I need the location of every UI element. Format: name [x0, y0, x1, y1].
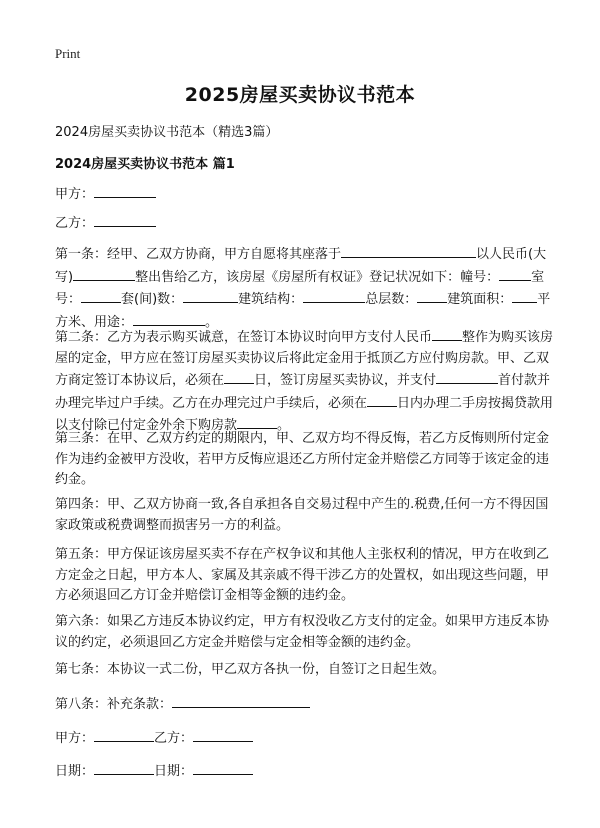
party-a-label: 甲方： [55, 187, 95, 202]
article-1-text: 建筑面积： [447, 292, 513, 307]
article-8-label: 第八条：补充条款： [55, 697, 173, 712]
date-a-label: 日期： [55, 764, 95, 779]
article-2-text: 。 [277, 418, 291, 433]
fill-blank [81, 288, 121, 303]
fill-blank [224, 369, 254, 384]
date-a-blank [94, 760, 154, 775]
party-b-line [55, 212, 555, 235]
article-1-text: 以人民币(大写) [55, 247, 547, 285]
fill-blank [341, 243, 476, 258]
fill-blank [303, 288, 365, 303]
article-1-text: 。 [205, 314, 219, 330]
article-1-text: 平方米、用途： [55, 292, 551, 330]
article-2-text: 日内办理二手房按揭贷款用以支付除已付定金外余下购房款 [55, 395, 554, 433]
article-1-text: 总层数： [365, 292, 418, 307]
fill-blank [183, 288, 238, 303]
article-2-text: 第二条：乙方为表示购买诚意，在签订本协议时向甲方支付人民币 [55, 330, 433, 345]
fill-blank [367, 392, 397, 407]
article-1-text: 建筑结构： [238, 292, 304, 307]
sign-party-a-blank [94, 727, 154, 742]
article-1-text: 第一条：经甲、乙双方协商，甲方自愿将其座落于 [55, 247, 342, 262]
party-a-line [55, 183, 555, 206]
article-4: 第四条：甲、乙双方协商一致,各自承担各自交易过程中产生的.税费,任何一方不得因国家政策或税费调整而损害另一方的利益。 [55, 497, 549, 533]
article-1-text: 室号： [55, 269, 545, 307]
sign-party-a-label: 甲方： [55, 731, 95, 746]
article-3: 第三条：在甲、乙双方约定的期限内，甲、乙双方均不得反悔，若乙方反悔则所付定金作为违约金被甲方没收，若甲方反悔应退还乙方所付定金并赔偿乙方同等于该定金的违约金。 [55, 431, 550, 487]
party-a-blank [94, 183, 156, 198]
article-1 [55, 243, 555, 333]
fill-blank [133, 311, 205, 326]
supplementary-blank [172, 693, 310, 708]
article-8 [55, 693, 555, 716]
fill-blank [73, 266, 135, 281]
party-b-label: 乙方： [55, 216, 95, 231]
article-1-text: 整出售给乙方，该房屋《房屋所有权证》登记状况如下：幢号： [135, 269, 500, 285]
sign-party-b-blank [193, 727, 253, 742]
fill-blank [512, 288, 537, 303]
article-2-text: 日，签订房屋买卖协议，并支付 [254, 373, 437, 388]
sign-party-b-label: 乙方： [154, 731, 194, 746]
fill-blank [432, 326, 462, 341]
print-label[interactable]: Print [55, 46, 81, 61]
section-title: 2024房屋买卖协议书范本 篇1 [55, 157, 235, 172]
article-2-text: 首付款并办理完毕过户手续。乙方在办理完过户手续后，必须在 [55, 373, 551, 411]
date-b-label: 日期： [154, 764, 194, 779]
signature-line [55, 727, 555, 750]
date-line [55, 760, 555, 783]
document-title: 2025房屋买卖协议书范本 [184, 84, 416, 106]
article-2 [55, 326, 555, 437]
fill-blank [417, 288, 447, 303]
document-subtitle: 2024房屋买卖协议书范本（精选3篇） [55, 125, 279, 140]
party-b-blank [94, 212, 156, 227]
date-b-blank [193, 760, 253, 775]
article-1-text: 套(间)数： [121, 292, 184, 307]
fill-blank [237, 414, 277, 429]
article-5: 第五条：甲方保证该房屋买卖不存在产权争议和其他人主张权利的情况，甲方在收到乙方定金之日起，甲方本人、家属及其亲戚不得干涉乙方的处置权，如出现这些问题，甲方必须退回乙方订金并赔偿订金相等金额的违约金。 [55, 547, 550, 603]
article-2-text: 整作为购买该房屋的定金，甲方应在签订房屋买卖协议后将此定金用于抵顶乙方应付购房款。甲、乙双方商定签订本协议后，必须在 [55, 330, 554, 388]
article-7: 第七条：本协议一式二份，甲乙双方各执一份，自签订之日起生效。 [55, 662, 446, 677]
fill-blank [436, 369, 498, 384]
fill-blank [499, 266, 531, 281]
article-6: 第六条：如果乙方违反本协议约定，甲方有权没收乙方支付的定金。如果甲方违反本协议的约定，必须退回乙方定金并赔偿与定金相等金额的违约金。 [55, 614, 550, 650]
